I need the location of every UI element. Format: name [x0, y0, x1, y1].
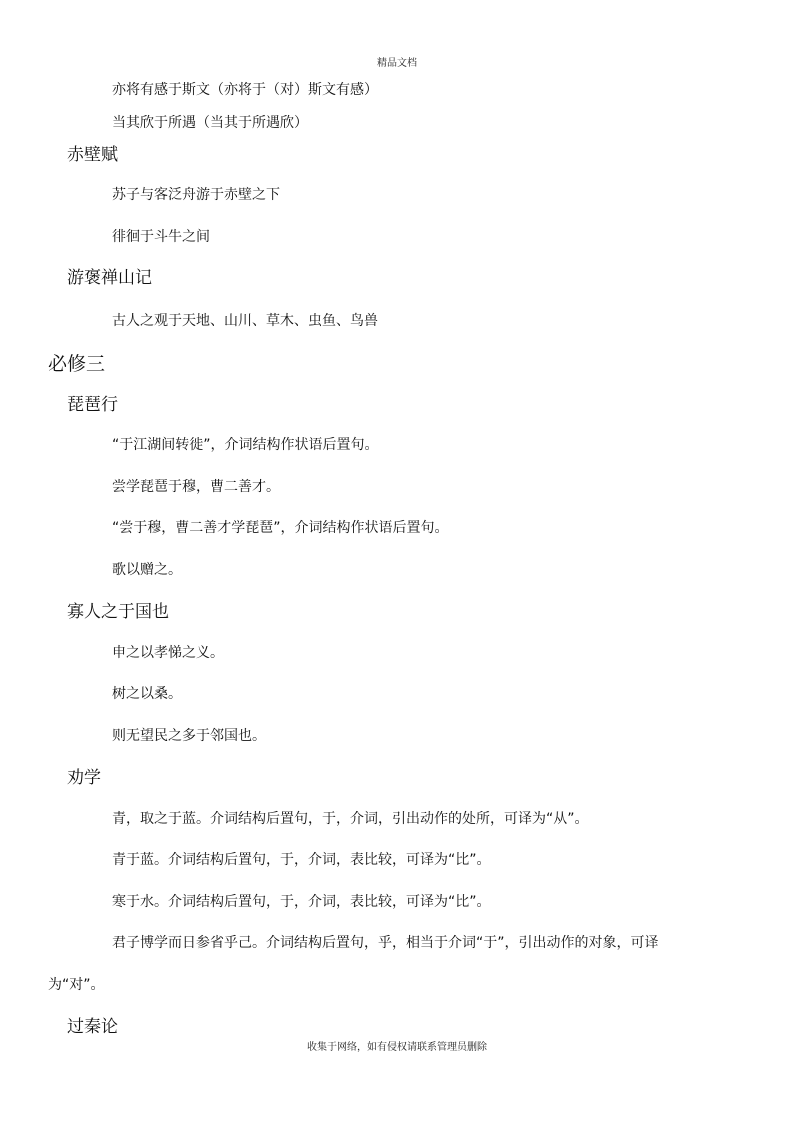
text-line: 亦将有感于斯文（亦将于（对）斯文有感）: [112, 82, 378, 98]
text-title: 劝学: [67, 768, 101, 788]
text-line: 树之以桑。: [112, 686, 182, 702]
section-heading: 必修三: [48, 353, 106, 375]
text-line: 尝学琵琶于穆，曹二善才。: [112, 479, 280, 495]
text-line: 青于蓝。介词结构后置句，于，介词，表比较，可译为“比”。: [112, 852, 491, 868]
text-title: 琵琶行: [67, 395, 118, 415]
text-title: 过秦论: [67, 1017, 118, 1037]
text-line: 当其欣于所遇（当其于所遇欣）: [112, 115, 308, 131]
text-title: 赤壁赋: [67, 145, 118, 165]
text-line: 徘徊于斗牛之间: [112, 229, 210, 245]
text-line: 古人之观于天地、山川、草木、虫鱼、鸟兽: [112, 313, 378, 329]
text-line: 苏子与客泛舟游于赤壁之下: [112, 187, 280, 203]
text-line: 君子博学而日参省乎己。介词结构后置句，乎，相当于介词“于”，引出动作的对象，可译: [112, 935, 659, 951]
page-header: 精品文档: [377, 58, 417, 69]
text-title: 寡人之于国也: [67, 602, 169, 622]
text-line: “尝于穆，曹二善才学琵琶”，介词结构作状语后置句。: [112, 520, 449, 536]
text-line: 歌以赠之。: [112, 562, 182, 578]
text-line: 则无望民之多于邻国也。: [112, 728, 266, 744]
text-line: 寒于水。介词结构后置句，于，介词，表比较，可译为“比”。: [112, 894, 491, 910]
text-title: 游褒禅山记: [67, 268, 152, 288]
text-line: 申之以孝悌之义。: [112, 645, 224, 661]
text-line: 青，取之于蓝。介词结构后置句，于，介词，引出动作的处所，可译为“从”。: [112, 811, 589, 827]
text-line: 为“对”。: [48, 977, 105, 993]
page-footer: 收集于网络，如有侵权请联系管理员删除: [307, 1042, 487, 1053]
text-line: “于江湖间转徙”，介词结构作状语后置句。: [112, 437, 379, 453]
